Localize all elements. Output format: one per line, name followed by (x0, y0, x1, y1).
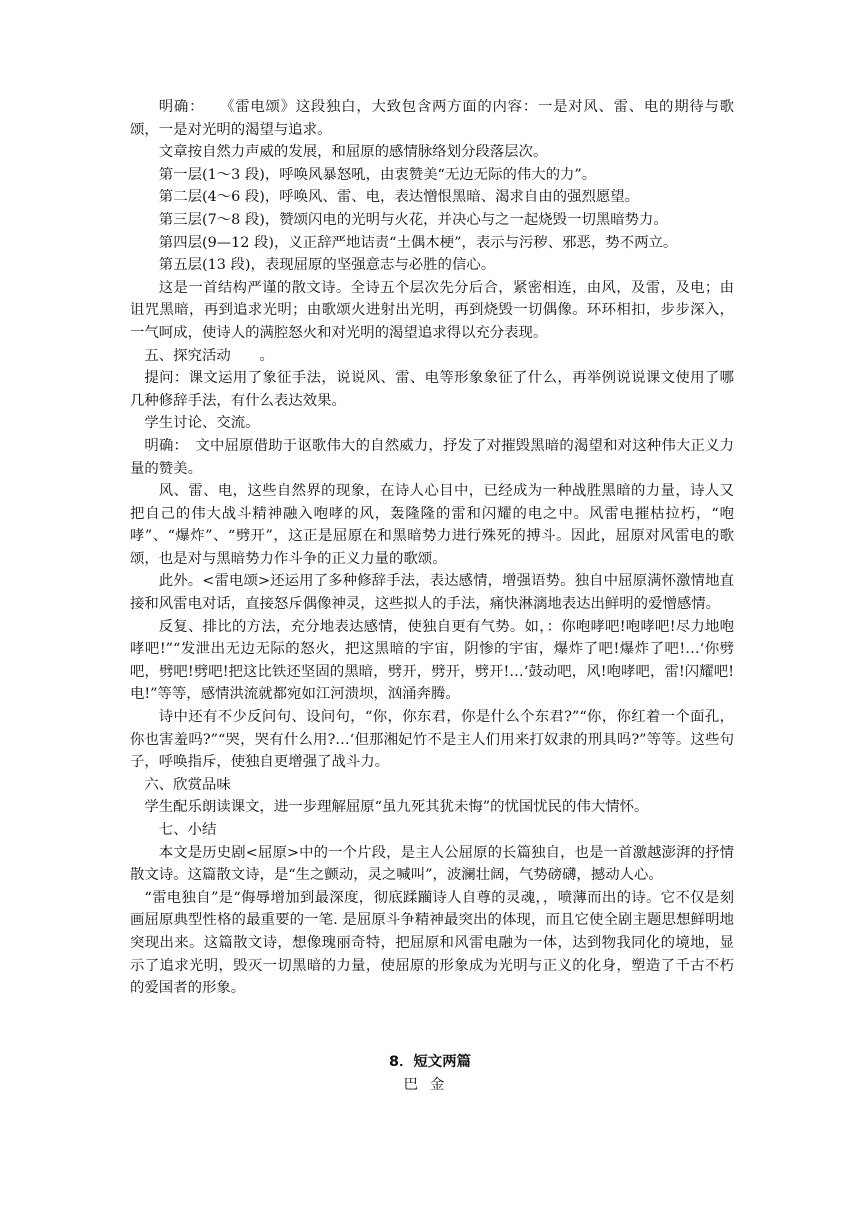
body-paragraph: 第四层(9—12 段)，义正辞严地诘责“土偶木梗”，表示与污秽、邪恶，势不两立。 (158, 234, 678, 251)
body-paragraph: 诗中还有不少反问句、设问句，“你，你东君，你是什么个东君?”“你，你红着一个面孔，你也害羞吗?”“哭，哭有什么用?…‘但那湘妃竹不是主人们用来打奴隶的刑具吗?”等等。这些句子，呼唤指斥，使独自更增强了战斗力。 (130, 709, 734, 771)
body-paragraph: 六、欣赏品味 (144, 776, 231, 793)
body-paragraph: 学生配乐朗读课文，进一步理解屈原“虽九死其犹未悔”的忧国忧民的伟大情怀。 (144, 799, 649, 816)
body-paragraph: 本文是历史剧<屈原>中的一个片段，是主人公屈原的长篇独自，也是一首激越澎湃的抒情散文诗。这篇散文诗，是“生之颤动，灵之喊叫”，波澜壮阔，气势磅礴，撼动人心。 (130, 844, 734, 884)
body-paragraph: 反复、排比的方法，充分地表达感情，使独自更有气势。如，：你咆哮吧!咆哮吧!尽力地咆哮吧!”“发泄出无边无际的怒火，把这黑暗的宇宙，阴惨的宇宙，爆炸了吧!爆炸了吧!…‘你劈吧，劈吧!劈吧!把这比铁还坚固的黑暗，劈开，劈开，劈开!…‘鼓动吧，风!咆哮吧，雷!闪耀吧!电!”等等，感情洪流就都宛如江河溃坝，汹涌奔腾。 (130, 618, 734, 703)
body-paragraph: 第三层(7～8 段)，赞颂闪电的光明与火花，并决心与之一起烧毁一切黑暗势力。 (158, 211, 668, 228)
body-paragraph: 五、探究活动 。 (144, 347, 274, 364)
body-paragraph: “雷电独自”是“侮辱增加到最深度，彻底蹂躏诗人自尊的灵魂，，喷薄而出的诗。它不仅是刻画屈原典型性格的最重要的一笔. 是屈原斗争精神最突出的体现，而且它使全剧主题思想鲜明地突现出来。这篇散文诗，想像瑰丽奇特，把屈原和风雷电融为一体，达到物我同化的境地，显示了追求光明，毁灭一切黑暗的力量，使屈原的形象成为光明与正义的化身，塑造了千古不朽的爱国者的形象。 (130, 889, 734, 997)
body-paragraph: 第一层(1～3 段)，呼唤风暴怒吼，由衷赞美“无边无际的伟大的力”。 (158, 166, 597, 183)
body-paragraph: 提问：课文运用了象征手法，说说风、雷、电等形象象征了什么，再举例说说课文使用了哪几种修辞手法，有什么表达效果。 (130, 370, 734, 409)
body-paragraph: 此外。<雷电颂>还运用了多种修辞手法，表达感情，增强语势。独自中屈原满怀激情地直接和风雷电对话，直接怒斥偶像神灵，这些拟人的手法，痛快淋漓地表达出鲜明的爱憎感情。 (130, 573, 734, 613)
body-paragraph: 学生讨论、交流。 (144, 415, 260, 432)
document-body (130, 96, 734, 1000)
body-paragraph: 明确： 文中屈原借助于讴歌伟大的自然威力，抒发了对摧毁黑暗的渴望和对这种伟大正义力量的赞美。 (130, 437, 734, 477)
section-title: 8．短文两篇 (389, 1054, 471, 1070)
body-paragraph: 第二层(4～6 段)，呼唤风、雷、电，表达憎恨黑暗、渴求自由的强烈愿望。 (158, 189, 640, 206)
body-paragraph: 文章按自然力声威的发展，和屈原的感情脉络划分段落层次。 (158, 144, 548, 161)
body-paragraph: 这是一首结构严谨的散文诗。全诗五个层次先分后合，紧密相连，由风，及雷，及电；由诅咒黑暗，再到追求光明；由歌颂火进射出光明，再到烧毁一切偶像。环环相扣，步步深入，一气呵成，使诗人的满腔怒火和对光明的渴望追求得以充分表现。 (130, 279, 734, 341)
body-paragraph: 第五层(13 段)，表现屈原的坚强意志与必胜的信心。 (158, 257, 496, 274)
body-paragraph: 明确： 《雷电颂》这段独白，大致包含两方面的内容：一是对风、雷、电的期待与歌颂，一是对光明的渴望与追求。 (130, 99, 734, 138)
section-author: 巴金 (403, 1077, 457, 1093)
body-paragraph: 七、小结 (158, 822, 217, 838)
body-paragraph: 风、雷、电，这些自然界的现象，在诗人心目中，已经成为一种战胜黑暗的力量，诗人又把自己的伟大战斗精神融入咆哮的风，轰隆隆的雷和闪耀的电之中。风雷电摧枯拉朽，“咆哮”、“爆炸”、“劈开”，这正是屈原在和黑暗势力进行殊死的搏斗。因此，屈原对风雷电的歌颂，也是对与黑暗势力作斗争的正义力量的歌颂。 (130, 483, 734, 567)
